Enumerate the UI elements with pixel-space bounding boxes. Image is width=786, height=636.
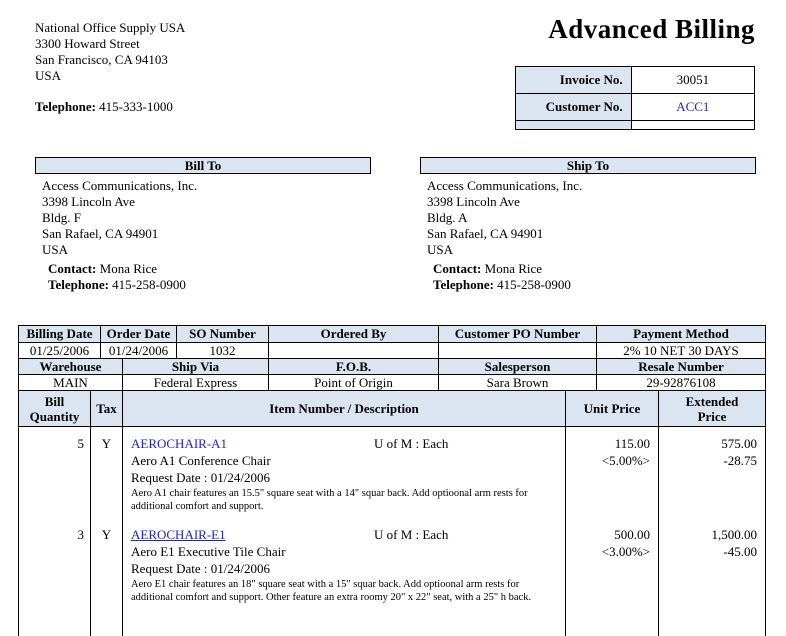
item-quantity: 5 [19,427,91,513]
header-cell-extended-price: Extended Price [659,391,765,427]
ship-to-phone-value: 415-258-0900 [497,277,571,292]
ship-to-line: Access Communications, Inc. [427,178,583,193]
customer-no-label: Customer No. [516,94,632,121]
header-cell-resale-number: Resale Number [597,359,765,375]
header-cell-ordered-by: Ordered By [269,326,439,343]
ship-to-line: Bldg. A [427,210,468,225]
order-info-row-2 [19,359,765,391]
header-cell-salesperson: Salesperson [439,359,597,375]
ship-to-contact-line [427,261,582,277]
value-cell-fob: Point of Origin [269,375,439,391]
item-discount-percent: <3.00%> [601,544,650,559]
ship-to-phone-line [427,277,582,293]
company-phone-line [35,99,185,115]
item-short-description: Aero E1 Executive Tile Chair [131,544,286,559]
ship-to-line: USA [427,242,454,257]
bill-to-contact-label: Contact: [48,261,97,276]
item-extended-price-cell [659,513,765,604]
value-cell-billing-date: 01/25/2006 [19,343,101,359]
item-long-description: Aero E1 chair features an 18" square seat with a 15" squar back. Add optioonal arm rests for additional comfort and support. Other feature an extra roomy 20" x 22" seat, with a 25" h back. [131,579,532,603]
header-cell-billing-date: Billing Date [19,326,101,343]
invoice-number-row [516,67,755,94]
ship-to-line: San Rafael, CA 94901 [427,226,544,241]
company-phone-value: 415-333-1000 [99,99,173,114]
header-cell-unit-price: Unit Price [566,391,659,427]
ship-to-contact-label: Contact: [433,261,482,276]
value-cell-ordered-by [269,343,439,359]
ship-to-line: 3398 Lincoln Ave [427,194,520,209]
ship-to-address-block [427,178,582,293]
item-unit-price-cell [566,513,659,604]
filler-cell [19,604,91,636]
item-long-description: Aero A1 chair features an 15.5" square seat with a 14" squar back. Add optioonal arm rests for additional comfort and support. [131,488,528,512]
ship-to-phone-label: Telephone: [433,277,494,292]
header-cell-bill-quantity: Bill Quantity [19,391,91,427]
bill-to-line: San Rafael, CA 94901 [42,226,159,241]
item-request-date: Request Date : 01/24/2006 [131,470,271,485]
value-cell-customer-po [439,343,597,359]
filler-cell [123,604,566,636]
bill-to-phone-label: Telephone: [48,277,109,292]
header-cell-ship-via: Ship Via [123,359,269,375]
filler-cell [566,604,659,636]
customer-no-value[interactable]: ACC1 [631,94,754,121]
bill-to-phone-value: 415-258-0900 [112,277,186,292]
value-cell-salesperson: Sara Brown [439,375,597,391]
bill-to-contact-value: Mona Rice [99,261,158,276]
header-cell-so-number: SO Number [177,326,269,343]
bill-to-address-block [42,178,197,293]
item-tax-flag: Y [91,513,123,604]
item-unit-price: 115.00 [614,436,650,451]
header-cell-order-date: Order Date [101,326,177,343]
value-cell-warehouse: MAIN [19,375,123,391]
ship-to-contact-value: Mona Rice [484,261,543,276]
value-cell-resale-number: 29-92876108 [597,375,765,391]
item-number-line [131,435,557,452]
item-uom: U of M : Each [374,436,449,451]
invoice-no-label: Invoice No. [516,67,632,94]
item-discount-amount: -28.75 [723,453,757,468]
item-unit-price: 500.00 [614,527,650,542]
value-cell-order-date: 01/24/2006 [101,343,177,359]
filler-cell [91,604,123,636]
filler-cell [659,604,765,636]
bill-to-header: Bill To [35,157,371,174]
invoice-no-value: 30051 [631,67,754,94]
item-description-cell [123,513,566,604]
header-cell-item-description: Item Number / Description [123,391,566,427]
bill-to-line: Access Communications, Inc. [42,178,198,193]
value-cell-so-number: 1032 [177,343,269,359]
item-extended-price: 1,500.00 [711,527,757,542]
item-discount-percent: <5.00%> [601,453,650,468]
value-cell-payment-method: 2% 10 NET 30 DAYS [597,343,765,359]
item-short-description: Aero A1 Conference Chair [131,453,271,468]
header-cell-tax: Tax [91,391,123,427]
item-unit-price-cell [566,427,659,513]
company-phone-label: Telephone: [35,99,96,114]
header-cell-customer-po: Customer PO Number [439,326,597,343]
item-number-line [131,526,557,543]
item-discount-amount: -45.00 [723,544,757,559]
invoice-detail-table [18,325,766,636]
item-uom: U of M : Each [374,527,449,542]
value-cell-ship-via: Federal Express [123,375,269,391]
company-country: USA [35,68,62,83]
bill-to-line: Bldg. F [42,210,82,225]
company-street: 3300 Howard Street [35,36,140,51]
bill-to-line: 3398 Lincoln Ave [42,194,135,209]
bill-to-line: USA [42,242,69,257]
item-request-date: Request Date : 01/24/2006 [131,561,271,576]
company-city: San Francisco, CA 94103 [35,52,168,67]
company-name: National Office Supply USA [35,20,186,35]
bill-to-phone-line [42,277,197,293]
header-cell-payment-method: Payment Method [597,326,765,343]
report-title: Advanced Billing [548,14,755,44]
header-cell-fob: F.O.B. [269,359,439,375]
bill-to-contact-line [42,261,197,277]
ship-to-header: Ship To [420,157,756,174]
company-block [35,20,185,115]
item-extended-price-cell [659,427,765,513]
item-number-link[interactable]: AEROCHAIR-E1 [131,527,226,542]
invoice-number-box [515,66,755,130]
customer-number-row [516,94,755,121]
spacer-value-cell [631,121,754,130]
line-items-grid [19,391,765,636]
order-info-row-1 [19,326,765,359]
item-description-cell [123,427,566,513]
item-tax-flag: Y [91,427,123,513]
header-cell-warehouse: Warehouse [19,359,123,375]
item-quantity: 3 [19,513,91,604]
invoice-box-spacer-row [516,121,755,130]
item-number-link[interactable]: AEROCHAIR-A1 [131,436,228,451]
item-extended-price: 575.00 [721,436,757,451]
spacer-label-cell [516,121,632,130]
